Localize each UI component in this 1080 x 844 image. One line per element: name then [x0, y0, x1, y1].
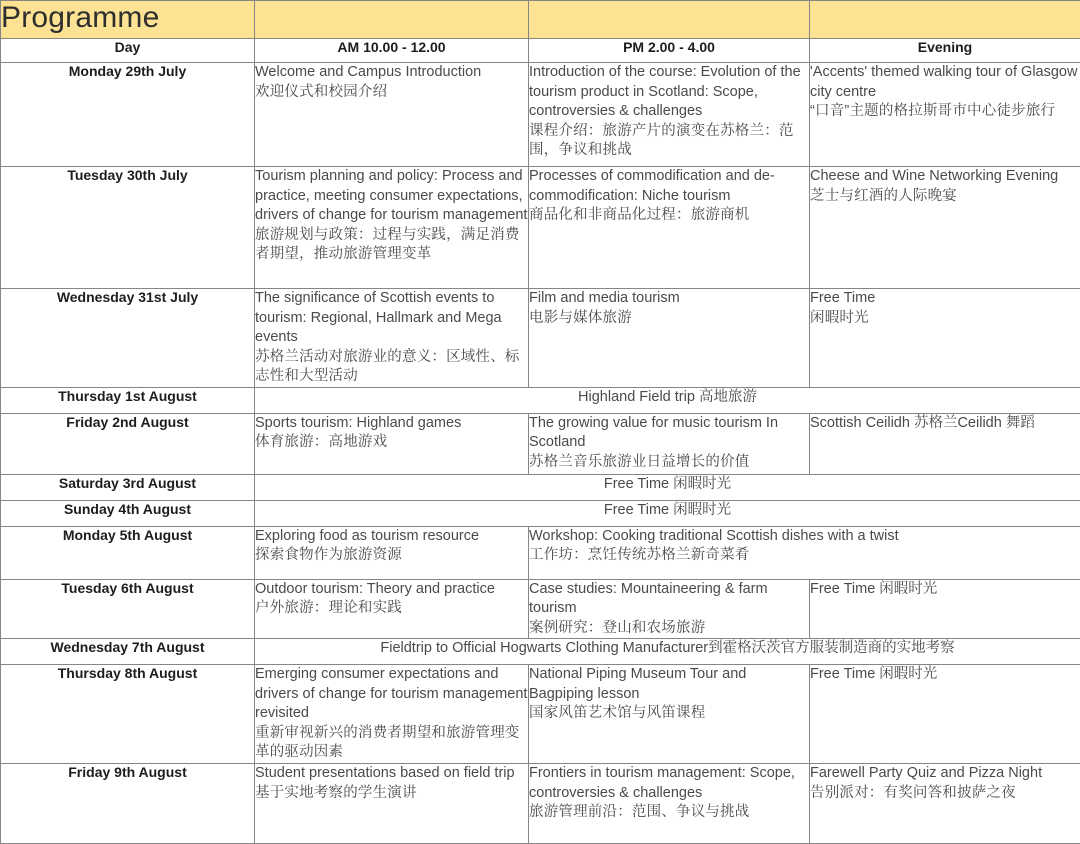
column-header-day: Day — [1, 39, 255, 63]
column-header-row — [1, 39, 1080, 63]
session-am: Sports tourism: Highland games 体育旅游：高地游戏 — [255, 413, 529, 474]
table-row — [1, 526, 1080, 579]
day-label: Friday 9th August — [1, 764, 255, 844]
table-row — [1, 764, 1080, 844]
session-evening: 'Accents' themed walking tour of Glasgow city centre “口音”主题的格拉斯哥市中心徒步旅行 — [810, 63, 1080, 167]
table-row — [1, 579, 1080, 639]
session-am: Exploring food as tourism resource 探索食物作为旅游资源 — [255, 526, 529, 579]
session-pm: Introduction of the course: Evolution of the tourism product in Scotland: Scope, controversies & challenges 课程介绍：旅游产片的演变在苏格兰：范围，争议和挑战 — [529, 63, 810, 167]
table-row — [1, 665, 1080, 764]
session-evening: Free Time 闲暇时光 — [810, 665, 1080, 764]
day-label: Tuesday 6th August — [1, 579, 255, 639]
day-label: Saturday 3rd August — [1, 474, 255, 500]
title-banner-spacer-pm — [529, 1, 810, 39]
session-pm: The growing value for music tourism In Scotland 苏格兰音乐旅游业日益增长的价值 — [529, 413, 810, 474]
day-label: Friday 2nd August — [1, 413, 255, 474]
day-label: Thursday 8th August — [1, 665, 255, 764]
session-allday: Free Time 闲暇时光 — [255, 500, 1080, 526]
title-banner-spacer-am — [255, 1, 529, 39]
column-header-evening: Evening — [810, 39, 1080, 63]
table-row — [1, 474, 1080, 500]
day-label: Thursday 1st August — [1, 387, 255, 413]
table-row — [1, 63, 1080, 167]
session-am: Student presentations based on field trip 基于实地考察的学生演讲 — [255, 764, 529, 844]
title-banner-row — [1, 1, 1080, 39]
session-am: Outdoor tourism: Theory and practice 户外旅游：理论和实践 — [255, 579, 529, 639]
page-title: Programme — [1, 1, 160, 34]
session-evening: Scottish Ceilidh 苏格兰Ceilidh 舞蹈 — [810, 413, 1080, 474]
day-label: Tuesday 30th July — [1, 167, 255, 289]
table-row — [1, 413, 1080, 474]
programme-title-cell — [1, 1, 255, 39]
session-pm: Frontiers in tourism management: Scope, controversies & challenges 旅游管理前沿：范围、争议与挑战 — [529, 764, 810, 844]
column-header-pm: PM 2.00 - 4.00 — [529, 39, 810, 63]
session-am: The significance of Scottish events to tourism: Regional, Hallmark and Mega events 苏格兰活动对旅游业的意义：区域性、标志性和大型活动 — [255, 289, 529, 388]
table-row — [1, 289, 1080, 388]
session-allday: Fieldtrip to Official Hogwarts Clothing Manufacturer到霍格沃茨官方服装制造商的实地考察 — [255, 639, 1080, 665]
session-evening: Free Time 闲暇时光 — [810, 289, 1080, 388]
table-row — [1, 387, 1080, 413]
session-pm: Case studies: Mountaineering & farm tourism 案例研究：登山和农场旅游 — [529, 579, 810, 639]
session-allday: Highland Field trip 高地旅游 — [255, 387, 1080, 413]
session-am: Tourism planning and policy: Process and practice, meeting consumer expectations, drivers of change for tourism management 旅游规划与政策：过程与实践，满足消费者期望，推动旅游管理变革 — [255, 167, 529, 289]
session-evening: Farewell Party Quiz and Pizza Night 告别派对：有奖问答和披萨之夜 — [810, 764, 1080, 844]
table-row — [1, 167, 1080, 289]
session-evening: Cheese and Wine Networking Evening 芝士与红酒的人际晚宴 — [810, 167, 1080, 289]
session-evening: Free Time 闲暇时光 — [810, 579, 1080, 639]
session-pm: National Piping Museum Tour and Bagpiping lesson 国家风笛艺术馆与风笛课程 — [529, 665, 810, 764]
day-label: Monday 5th August — [1, 526, 255, 579]
session-am: Emerging consumer expectations and drivers of change for tourism management revisited 重新审视新兴的消费者期望和旅游管理变革的驱动因素 — [255, 665, 529, 764]
table-row — [1, 639, 1080, 665]
session-pm: Film and media tourism 电影与媒体旅游 — [529, 289, 810, 388]
column-header-am: AM 10.00 - 12.00 — [255, 39, 529, 63]
day-label: Monday 29th July — [1, 63, 255, 167]
day-label: Wednesday 7th August — [1, 639, 255, 665]
session-allday: Free Time 闲暇时光 — [255, 474, 1080, 500]
table-row — [1, 500, 1080, 526]
title-banner-spacer-evening — [810, 1, 1080, 39]
day-label: Wednesday 31st July — [1, 289, 255, 388]
session-am: Welcome and Campus Introduction 欢迎仪式和校园介绍 — [255, 63, 529, 167]
session-pm-evening: Workshop: Cooking traditional Scottish dishes with a twist 工作坊：烹饪传统苏格兰新奇菜肴 — [529, 526, 1080, 579]
session-pm: Processes of commodification and de-commodification: Niche tourism 商品化和非商品化过程：旅游商机 — [529, 167, 810, 289]
day-label: Sunday 4th August — [1, 500, 255, 526]
